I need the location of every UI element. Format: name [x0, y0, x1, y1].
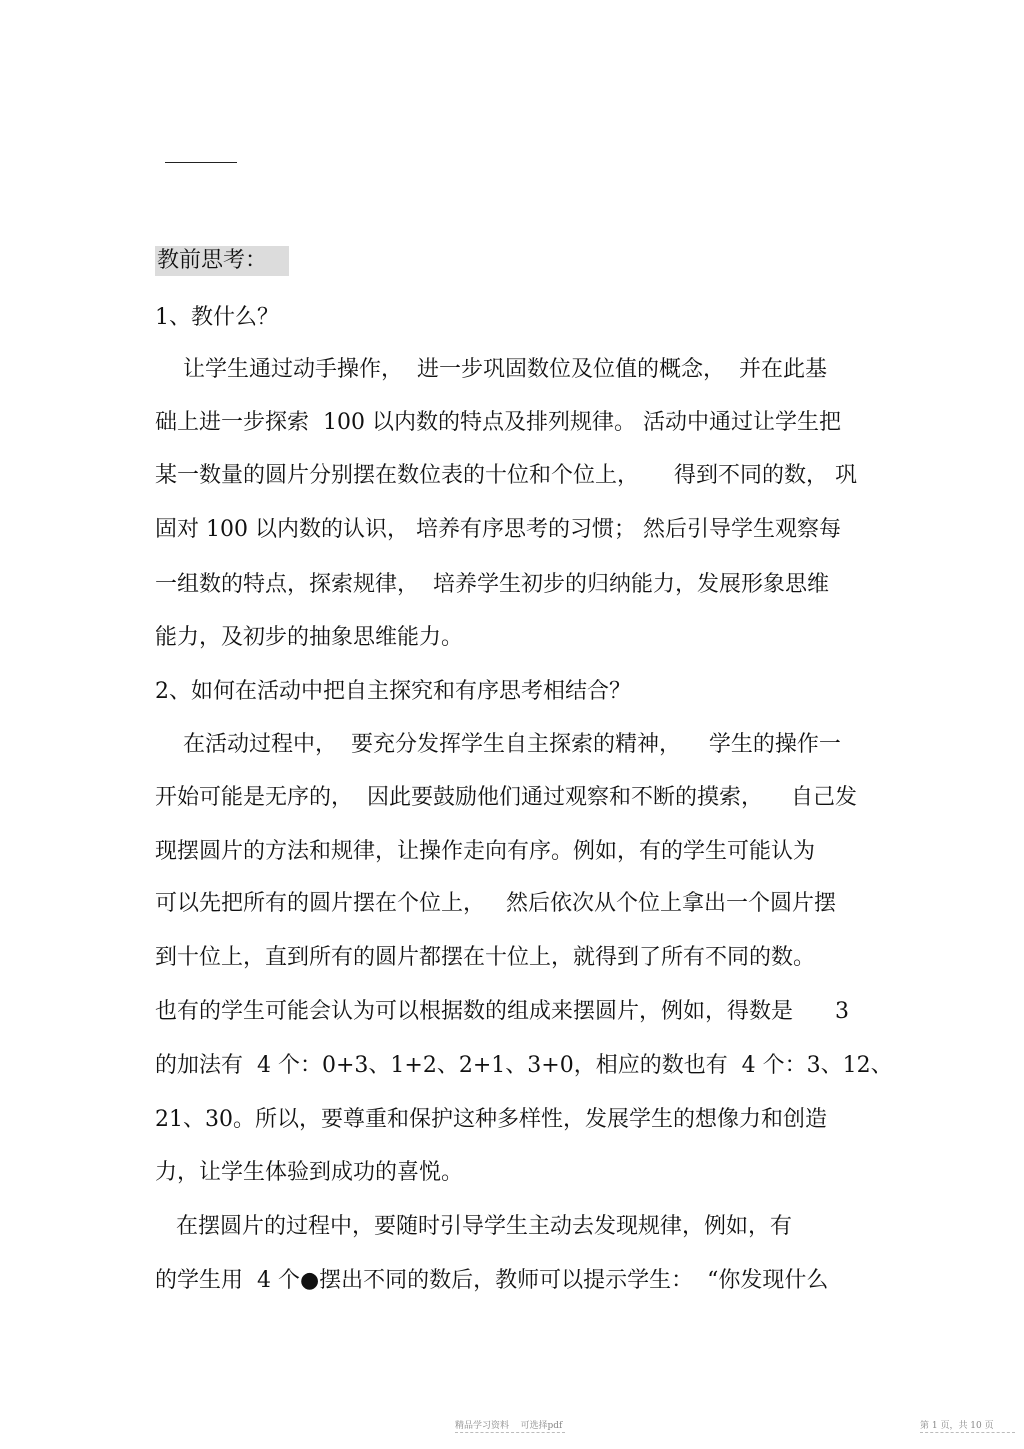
text-line: 在摆圆片的过程中，要随时引导学生主动去发现规律，例如，有	[155, 1214, 792, 1239]
text-line: 固对 100 以内数的认识， 培养有序思考的习惯； 然后引导学生观察每	[155, 517, 841, 542]
text-line: 的学生用 4 个●摆出不同的数后，教师可以提示学生： “你发现什么	[155, 1268, 829, 1293]
text-line: 力，让学生体验到成功的喜悦。	[155, 1160, 464, 1185]
footer-page-number: 第 1 页，共 10 页	[920, 1421, 994, 1431]
footer-divider-left	[455, 1432, 565, 1433]
footer-left-text: 精品学习资料 可选择pdf	[455, 1421, 563, 1431]
text-line: 能力，及初步的抽象思维能力。	[155, 625, 464, 650]
footer-divider-right	[920, 1432, 1015, 1433]
text-line: 础上进一步探索 100 以内数的特点及排列规律。 活动中通过让学生把	[155, 410, 841, 435]
text-line: 让学生通过动手操作， 进一步巩固数位及位值的概念， 并在此基	[155, 357, 827, 382]
text-line: 到十位上，直到所有的圆片都摆在十位上，就得到了所有不同的数。	[155, 945, 816, 970]
text-line: 现摆圆片的方法和规律，让操作走向有序。例如，有的学生可能认为	[155, 839, 816, 864]
text-line: 1、教什么？	[155, 305, 279, 330]
top-rule	[165, 162, 237, 163]
text-line: 的加法有 4 个：0+3、1+2、2+1、3+0，相应的数也有 4 个：3、12、	[155, 1053, 893, 1078]
text-line: 也有的学生可能会认为可以根据数的组成来摆圆片，例如，得数是 3	[155, 999, 849, 1024]
text-line: 在活动过程中， 要充分发挥学生自主探索的精神， 学生的操作一	[155, 732, 841, 757]
text-line: 21、30。所以，要尊重和保护这种多样性，发展学生的想像力和创造	[155, 1107, 827, 1132]
text-line: 一组数的特点，探索规律， 培养学生初步的归纳能力，发展形象思维	[155, 572, 829, 597]
section-heading: 教前思考：	[155, 246, 289, 276]
text-line: 某一数量的圆片分别摆在数位表的十位和个位上， 得到不同的数， 巩	[155, 463, 857, 488]
text-line: 开始可能是无序的， 因此要鼓励他们通过观察和不断的摸索， 自己发	[155, 785, 857, 810]
text-line: 2、如何在活动中把自主探究和有序思考相结合？	[155, 679, 631, 704]
text-line: 可以先把所有的圆片摆在个位上， 然后依次从个位上拿出一个圆片摆	[155, 891, 836, 916]
